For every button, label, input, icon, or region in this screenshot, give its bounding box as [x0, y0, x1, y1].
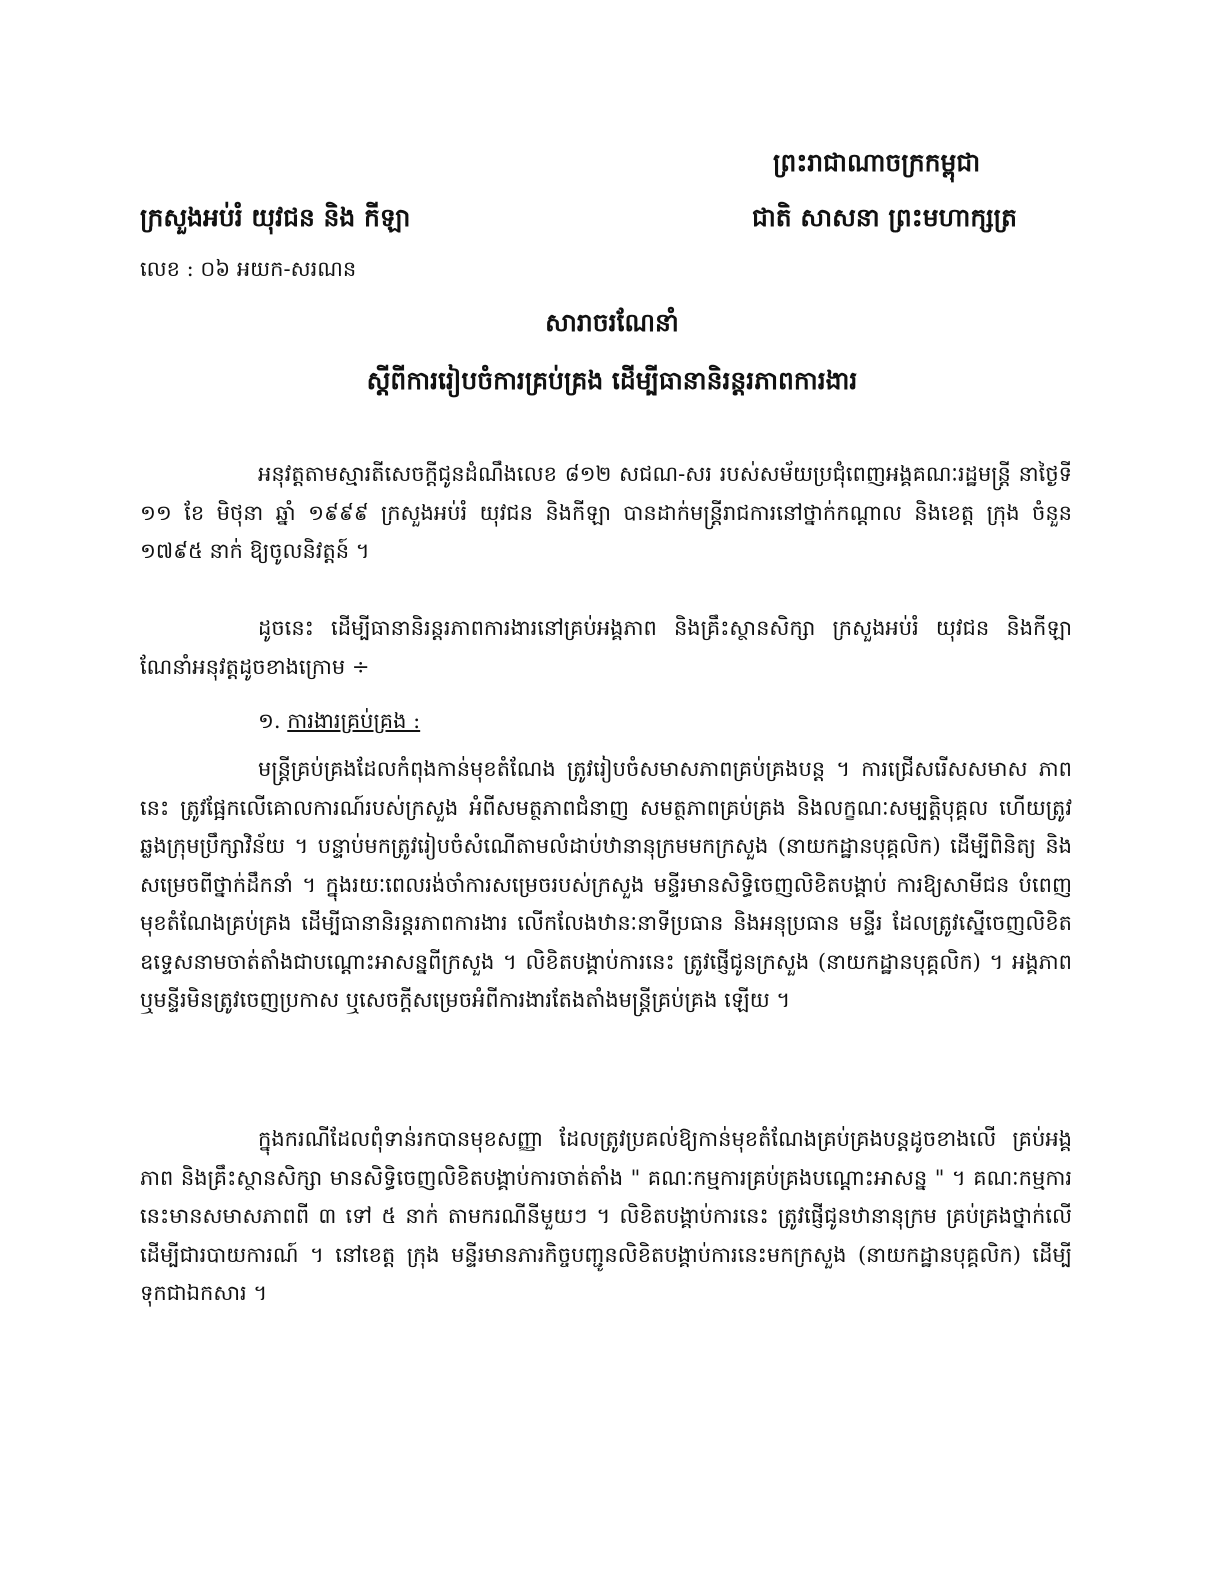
paragraph-4-text: ក្នុងករណីដែលពុំទាន់រកបានមុខសញ្ញា ដែលត្រូវប្រគល់ឱ្យកាន់មុខតំណែងគ្រប់គ្រងបន្តដូចខាងលើ គ្រប់អង្គភាព និងគ្រឹះស្ថានសិក្សា មានសិទ្ធិចេញលិខិតបង្គាប់ការចាត់តាំង " គណៈកម្មការគ្រប់គ្រងបណ្តោះអាសន្ន " ។ គណៈកម្មការនេះមានសមាសភាពពី ៣ ទៅ ៥ នាក់ តាមករណីនីមួយៗ ។ លិខិតបង្គាប់ការនេះ ត្រូវផ្ញើជូនឋានានុក្រម គ្រប់គ្រងថ្នាក់លើ ដើម្បីជារបាយការណ៍ ។ នៅខេត្ត ក្រុង មន្ទីរមានភារកិច្ចបញ្ជូនលិខិតបង្គាប់ការនេះមកក្រសួង (នាយកដ្ឋានបុគ្គលិក) ដើម្បីទុកជាឯកសារ ។	[140, 1127, 1072, 1305]
ministry-name: ក្រសួងអប់រំ យុវជន និង កីឡា	[140, 203, 411, 232]
paragraph-2	[140, 609, 1072, 686]
section-title: ការងារគ្រប់គ្រង :	[287, 709, 421, 733]
section-number: ១.	[258, 709, 281, 733]
document-title: សារាចរណែនាំ	[545, 308, 679, 337]
paragraph-2-text: ដូចនេះ ដើម្បីធានានិរន្តរភាពការងារនៅគ្រប់អង្គភាព និងគ្រឹះស្ថានសិក្សា ក្រសួងអប់រំ យុវជន និងកីឡា ណែនាំអនុវត្តដូចខាងក្រោម ÷	[140, 616, 1072, 679]
reference-number: លេខ : ០៦ អយក-សរណន	[140, 257, 357, 281]
paragraph-4	[140, 1120, 1072, 1313]
kingdom-header: ព្រះរាជាណាចក្រកម្ពុជា	[773, 148, 981, 177]
paragraph-1-text: អនុវត្តតាមស្មារតីសេចក្តីជូនដំណឹងលេខ ៨១២ សជណ-សរ របស់សម័យប្រជុំពេញអង្គគណៈរដ្ឋមន្ត្រី នាថ្ងៃទី ១១ ខែ មិថុនា ឆ្នាំ ១៩៩៩ ក្រសួងអប់រំ យុវជន និងកីឡា បានដាក់មន្ត្រីរាជការនៅថ្នាក់កណ្តាល និងខេត្ត ក្រុង ចំនួន ១៧៩៥ នាក់ ឱ្យចូលនិវត្តន៍ ។	[140, 462, 1072, 563]
national-motto: ជាតិ សាសនា ព្រះមហាក្សត្រ	[752, 203, 1017, 232]
paragraph-1	[140, 455, 1072, 571]
paragraph-3-text: មន្ត្រីគ្រប់គ្រងដែលកំពុងកាន់មុខតំណែង ត្រូវរៀបចំសមាសភាពគ្រប់គ្រងបន្ត ។ ការជ្រើសរើសសមាស ភាពនេះ ត្រូវផ្អែកលើគោលការណ៍របស់ក្រសួង អំពីសមត្ថភាពជំនាញ សមត្ថភាពគ្រប់គ្រង និងលក្ខណៈសម្បត្តិបុគ្គល ហើយត្រូវឆ្លងក្រុមប្រឹក្សាវិន័យ ។ បន្ទាប់មកត្រូវរៀបចំសំណើតាមលំដាប់ឋានានុក្រមមកក្រសួង (នាយកដ្ឋានបុគ្គលិក) ដើម្បីពិនិត្យ និងសម្រេចពីថ្នាក់ដឹកនាំ ។ ក្នុងរយៈពេលរង់ចាំការសម្រេចរបស់ក្រសួង មន្ទីរមានសិទ្ធិចេញលិខិតបង្គាប់ ការឱ្យសាមីជន បំពេញមុខតំណែងគ្រប់គ្រង ដើម្បីធានានិរន្តរភាពការងារ លើកលែងឋានៈនាទីប្រធាន និងអនុប្រធាន មន្ទីរ ដែលត្រូវស្នើចេញលិខិតឧទ្ទេសនាមចាត់តាំងជាបណ្តោះអាសន្នពីក្រសួង ។ លិខិតបង្គាប់ការនេះ ត្រូវផ្ញើជូនក្រសួង (នាយកដ្ឋានបុគ្គលិក) ។ អង្គភាព ឬមន្ទីរមិនត្រូវចេញប្រកាស ឬសេចក្តីសម្រេចអំពីការងារតែងតាំងមន្ត្រីគ្រប់គ្រង ឡើយ ។	[140, 757, 1072, 1012]
document-subject: ស្តីពីការរៀបចំការគ្រប់គ្រង ដើម្បីធានានិរន្តរភាពការងារ	[366, 366, 858, 395]
section-heading	[258, 702, 420, 741]
paragraph-3	[140, 750, 1072, 1020]
